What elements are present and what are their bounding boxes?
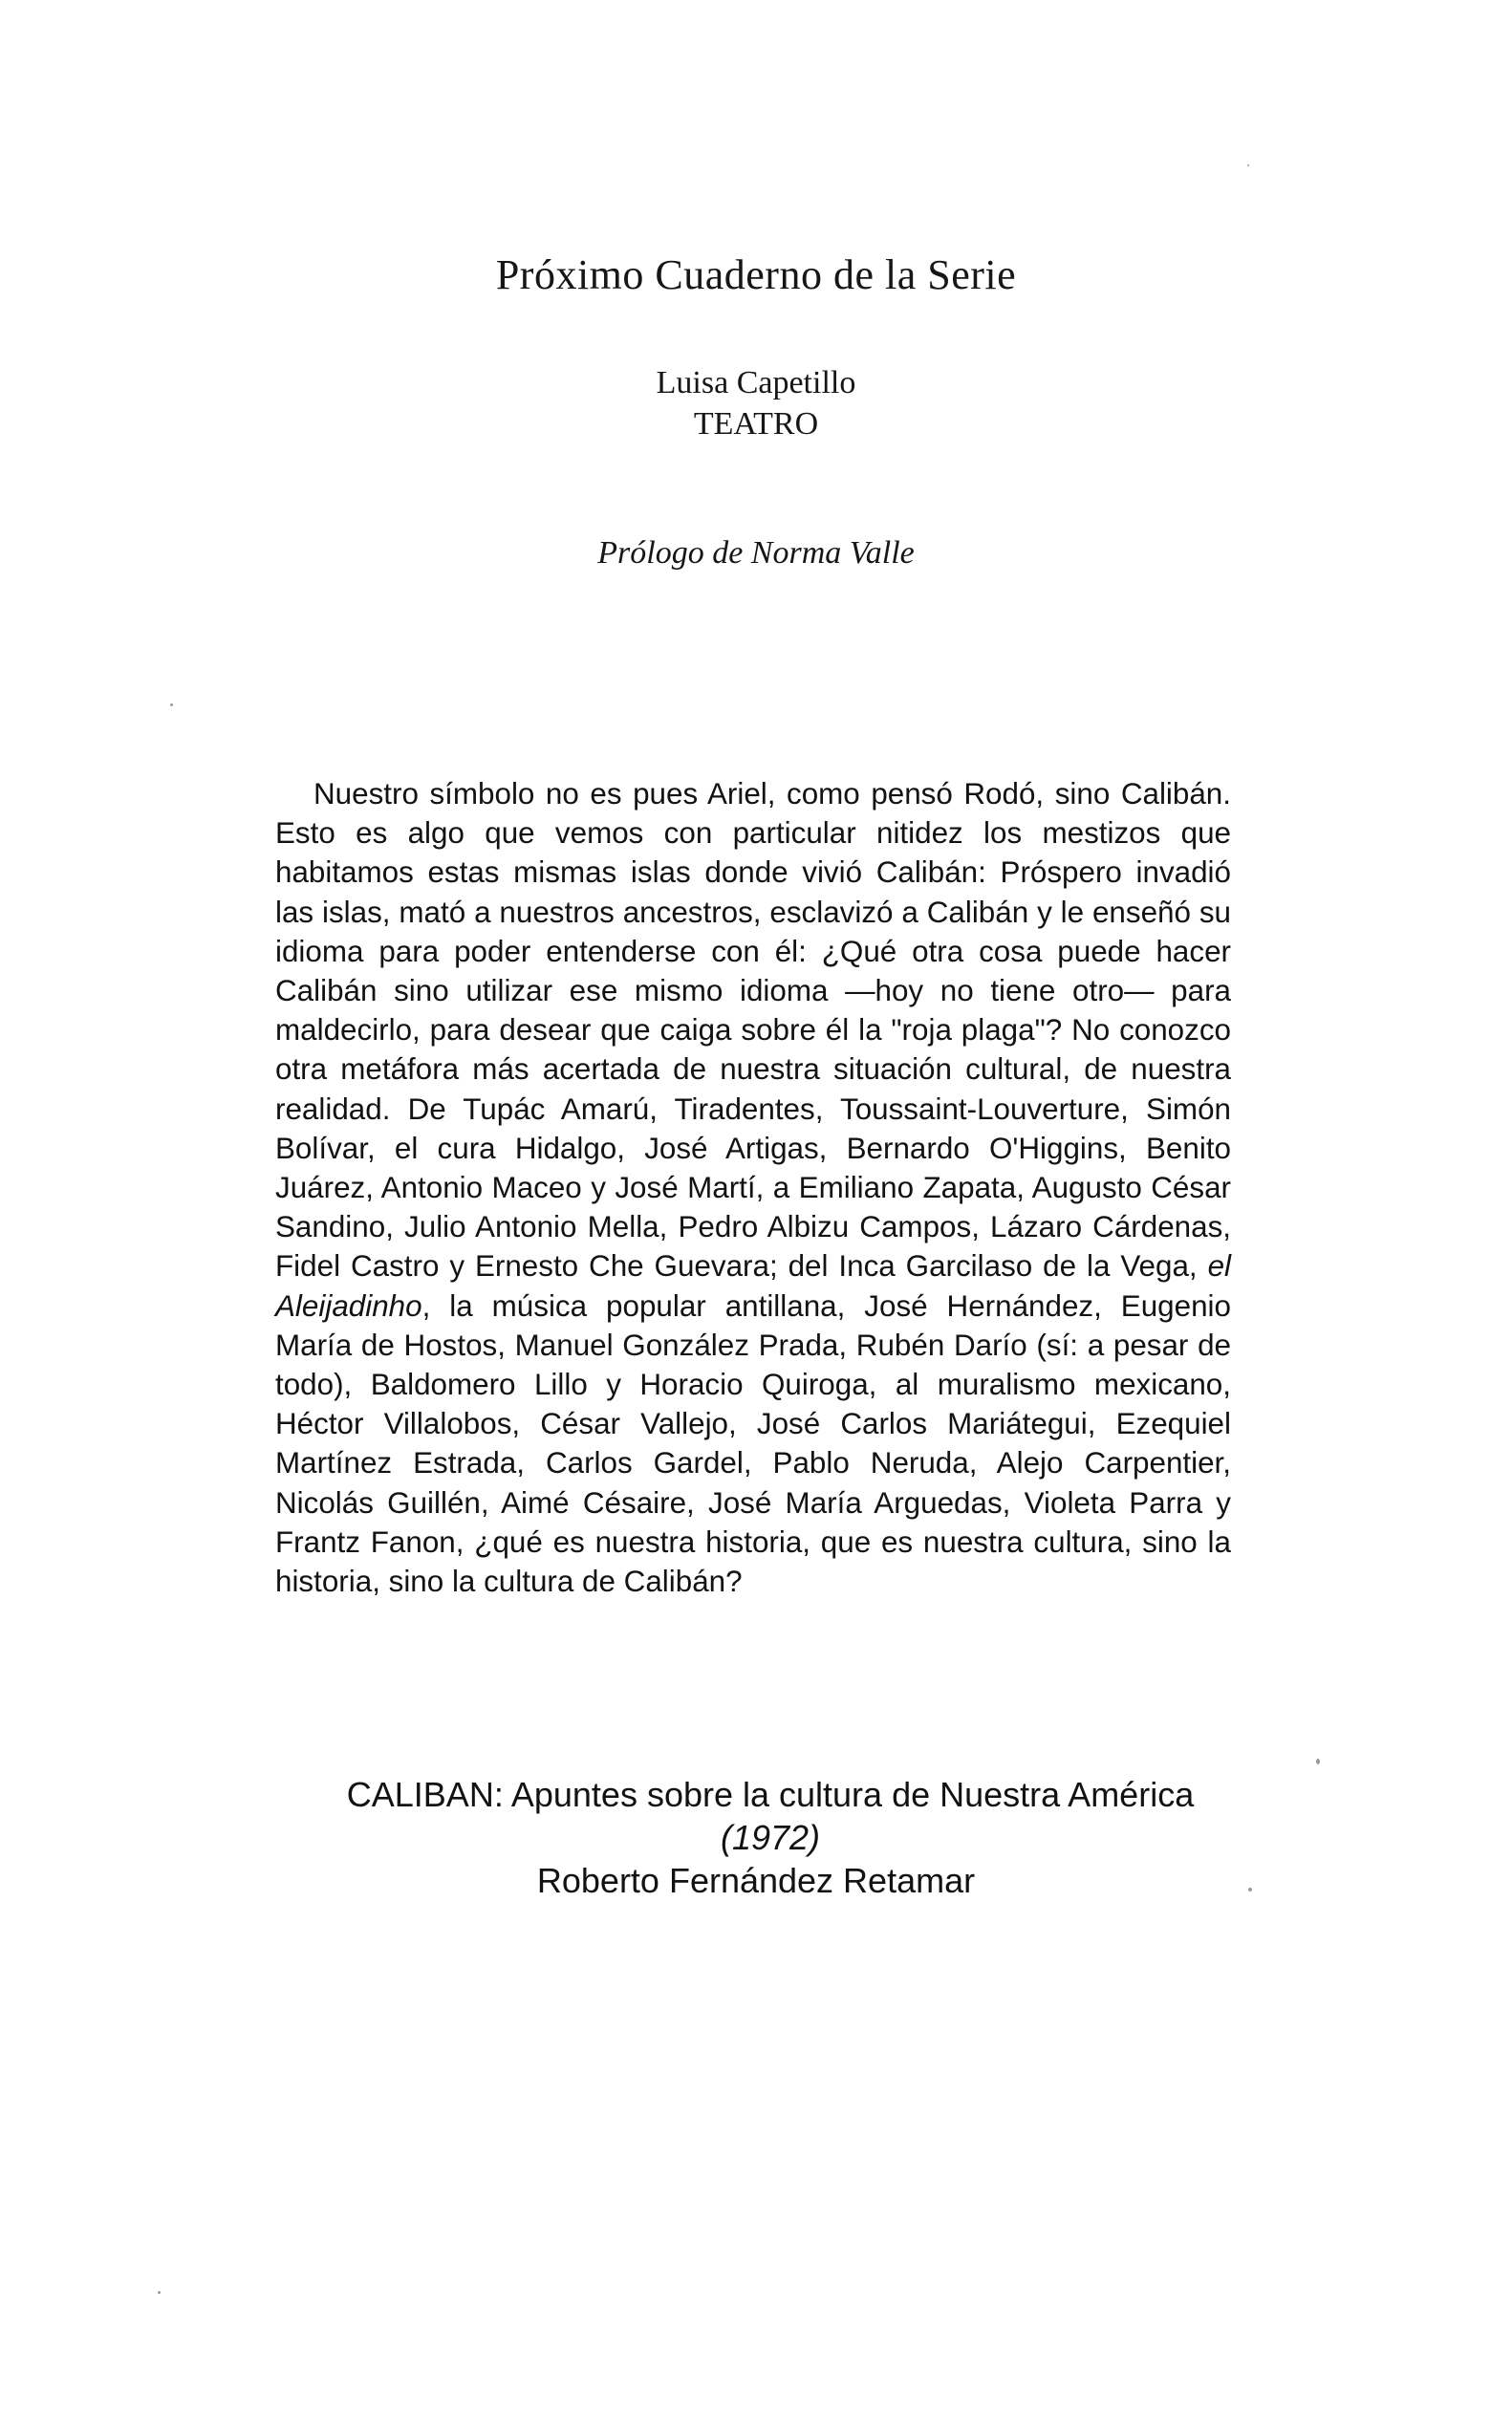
source-title: CALIBAN: Apuntes sobre la cultura de Nuestra América [346, 1775, 1195, 1814]
paper-speck [158, 2291, 161, 2294]
source-author: Roberto Fernández Retamar [536, 1861, 976, 1900]
paper-speck [1316, 1759, 1320, 1764]
series-heading: Próximo Cuaderno de la Serie [495, 251, 1017, 298]
excerpt-italic-term: el Aleijadinho [275, 1249, 1231, 1323]
excerpt-paragraph [275, 774, 1231, 1601]
excerpt-text-part-1: Nuestro símbolo no es pues Ariel, como pensó Rodó, sino Calibán. Esto es algo que vemos con particular nitidez los mestizos que habitamos estas mismas islas donde vivió Calibán: Próspero invadió las islas, mató a nuestros ancestros, esclavizó a Calibán y le enseñó su idioma para poder entenderse con él: ¿Qué otra cosa puede hacer Calibán sino utilizar ese mismo idioma —hoy no tiene otro— para maldecirlo, para desear que caiga sobre él la "roja plaga"? No conozco otra metáfora más acertada de nuestra situación cultural, de nuestra realidad. De Tupác Amarú, Tiradentes, Toussaint-Louverture, Simón Bolívar, el cura Hidalgo, José Artigas, Bernardo O'Higgins, Benito Juárez, Antonio Maceo y José Martí, a Emiliano Zapata, Augusto César Sandino, Julio Antonio Mella, Pedro Albizu Campos, Lázaro Cárdenas, Fidel Castro y Ernesto Che Guevara; del Inca Garcilaso de la Vega, [275, 777, 1231, 1284]
paper-speck [1247, 164, 1249, 166]
next-book-title: TEATRO [693, 406, 819, 442]
excerpt-text-part-2: , la música popular antillana, José Hernández, Eugenio María de Hostos, Manuel González Prada, Rubén Darío (sí: a pesar de todo), Baldomero Lillo y Horacio Quiroga, al muralismo mexicano, Héctor Villalobos, César Vallejo, José Carlos Mariátegui, Ezequiel Martínez Estrada, Carlos Gardel, Pablo Neruda, Alejo Carpentier, Nicolás Guillén, Aimé Césaire, José María Arguedas, Violeta Parra y Frantz Fanon, ¿qué es nuestra historia, que es nuestra cultura, sino la historia, sino la cultura de Calibán? [275, 1288, 1231, 1599]
prologue-credit: Prólogo de Norma Valle [597, 535, 915, 571]
next-book-author: Luisa Capetillo [656, 365, 856, 400]
paper-speck [1248, 1888, 1252, 1891]
paper-speck [170, 703, 173, 706]
source-year: (1972) [720, 1818, 821, 1857]
source-citation [0, 1773, 1512, 1902]
